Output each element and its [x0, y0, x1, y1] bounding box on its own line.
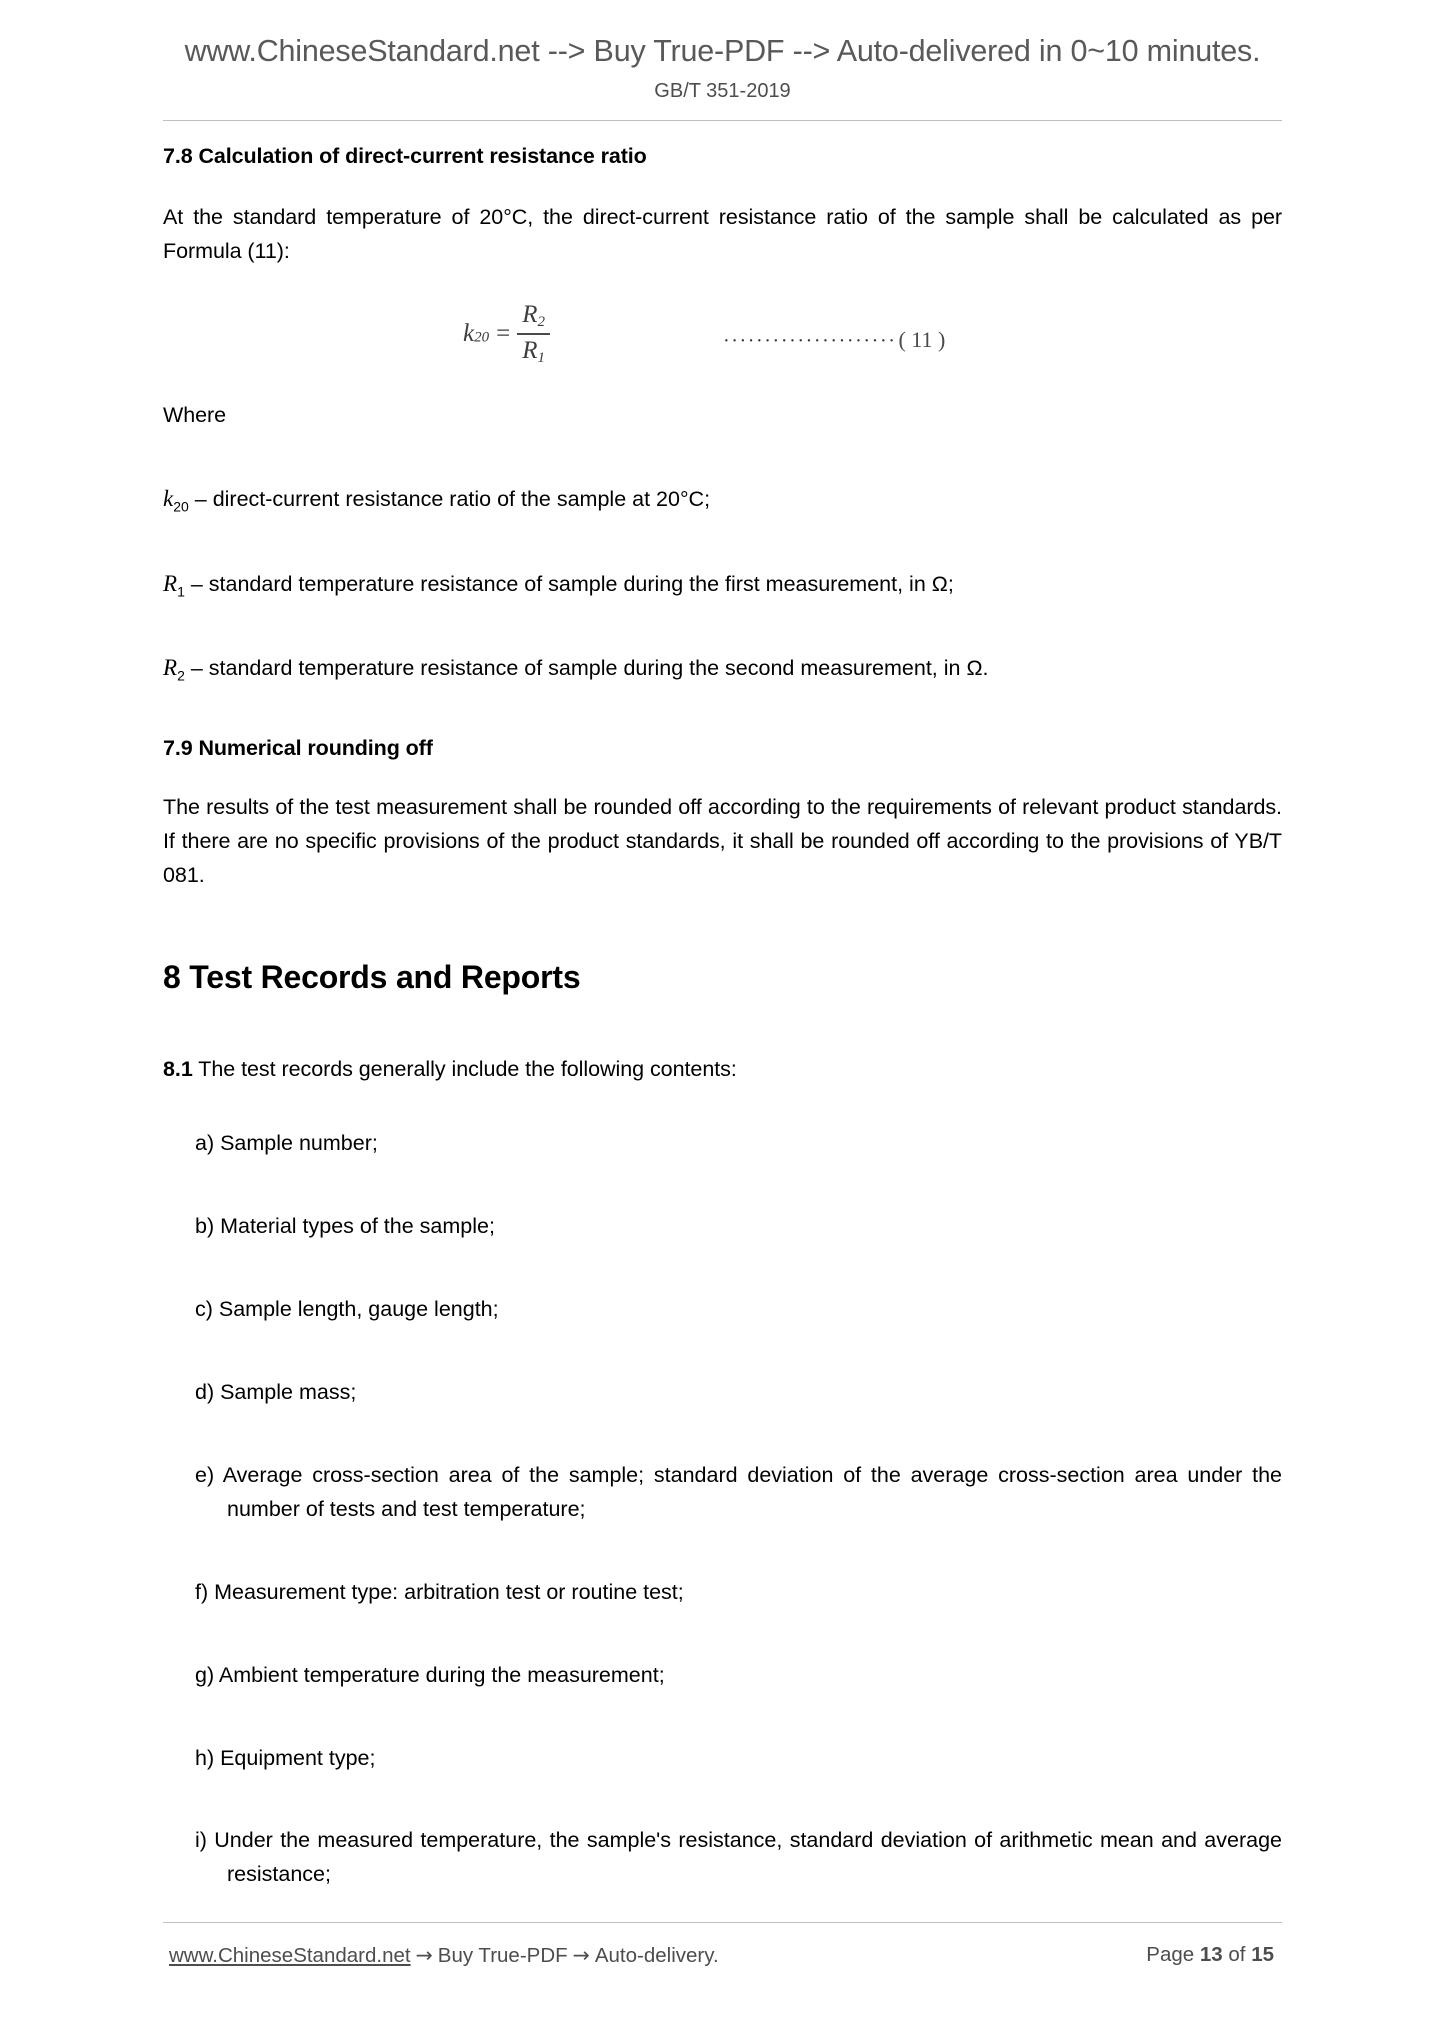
arrow-right-icon: → — [572, 1943, 590, 1967]
footer-delivery-text: Auto-delivery. — [594, 1944, 719, 1967]
formula-lhs-symbol: k — [463, 319, 475, 347]
where-label: Where — [163, 402, 227, 427]
clause-8-1 — [163, 1053, 1282, 1087]
fraction-bar — [517, 333, 550, 335]
definition-k20 — [163, 481, 1282, 518]
arrow-right-icon: → — [415, 1943, 433, 1967]
formula-equals: = — [496, 319, 511, 347]
page-number: 13 — [1199, 1943, 1223, 1966]
formula-11-row — [163, 297, 1282, 389]
definition-text: – direct-current resistance ratio of the sample at 20°C; — [188, 486, 711, 511]
numerator-subscript: 2 — [537, 313, 545, 330]
formula-number-group — [723, 327, 945, 353]
formula-fraction — [517, 301, 550, 367]
total-pages: 15 — [1251, 1943, 1274, 1966]
footer-site-link[interactable]: www.ChineseStandard.net — [169, 1944, 411, 1967]
definition-symbol — [163, 570, 185, 600]
clause-text: The test records generally include the following contents: — [192, 1056, 737, 1081]
definition-symbol — [163, 655, 185, 684]
footer-buy-text: Buy True-PDF — [437, 1944, 568, 1967]
header-divider — [163, 120, 1282, 121]
section-7-8-intro: At the standard temperature of 20°C, the direct-current resistance ratio of the sample shall be calculated as per Formula (11): — [163, 204, 1282, 263]
definition-symbol-subscript: 1 — [177, 583, 185, 600]
list-item: a) Sample number; — [195, 1130, 378, 1155]
standard-code: GB/T 351-2019 — [654, 80, 791, 102]
records-list — [163, 1127, 1282, 1893]
list-item: i) Under the measured temperature, the sample's resistance, standard deviation of arithmetic mean and average resistance; — [195, 1828, 1282, 1887]
definition-symbol — [163, 485, 189, 515]
watermark-header: www.ChineseStandard.net --> Buy True-PDF --> Auto-delivered in 0~10 minutes. — [184, 34, 1261, 68]
footer-divider — [163, 1922, 1282, 1923]
definition-symbol-subscript: 2 — [177, 667, 185, 684]
formula-11 — [463, 301, 550, 367]
definition-text: – standard temperature resistance of sample during the first measurement, in Ω; — [184, 571, 954, 596]
page-word: Page — [1146, 1943, 1195, 1966]
section-heading-8: 8 Test Records and Reports — [163, 958, 581, 995]
definition-symbol-letter: R — [163, 655, 178, 681]
list-item: f) Measurement type: arbitration test or routine test; — [195, 1579, 684, 1604]
spacer — [163, 997, 1282, 1053]
leader-dots: ····················· — [723, 329, 897, 352]
document-body — [163, 143, 1282, 1892]
definition-r1 — [163, 566, 1282, 603]
spacer — [163, 518, 1282, 566]
definition-symbol-letter: R — [163, 570, 178, 596]
list-item: c) Sample length, gauge length; — [195, 1296, 499, 1321]
section-heading-7-8: 7.8 Calculation of direct-current resistance ratio — [163, 144, 647, 168]
formula-denominator — [517, 337, 550, 367]
list-item: d) Sample mass; — [195, 1379, 357, 1404]
clause-number: 8.1 — [163, 1056, 193, 1081]
spacer — [163, 687, 1282, 735]
list-item: g) Ambient temperature during the measurement; — [195, 1662, 665, 1687]
denominator-symbol: R — [522, 336, 538, 364]
formula-lhs-subscript: 20 — [474, 329, 490, 346]
page-footer — [163, 1943, 1282, 1983]
footer-promo — [169, 1943, 719, 1968]
list-item: h) Equipment type; — [195, 1745, 376, 1770]
definition-text: – standard temperature resistance of sample during the second measurement, in Ω. — [184, 656, 989, 681]
spacer — [163, 1087, 1282, 1127]
of-word: of — [1228, 1943, 1246, 1966]
definition-symbol-subscript: 20 — [173, 498, 189, 515]
spacer — [163, 433, 1282, 481]
spacer — [163, 602, 1282, 650]
numerator-symbol: R — [522, 300, 538, 328]
section-heading-7-9: 7.9 Numerical rounding off — [163, 735, 433, 760]
definition-symbol-letter: k — [163, 485, 174, 511]
list-item: b) Material types of the sample; — [195, 1213, 495, 1238]
formula-number: ( 11 ) — [898, 326, 946, 352]
definition-r2 — [163, 650, 1282, 687]
formula-numerator — [517, 301, 550, 331]
page-indicator — [1146, 1943, 1274, 1967]
section-7-9-body: The results of the test measurement shall be rounded off according to the requirements of relevant product standards. If there are no specific provisions of the product standards, it shall be rounded off according to the provisions of YB/T 081. — [163, 794, 1282, 887]
spacer — [163, 893, 1282, 957]
list-item: e) Average cross-section area of the sample; standard deviation of the average cross-section area under the number of tests and test temperature; — [195, 1462, 1282, 1521]
denominator-subscript: 1 — [537, 349, 545, 366]
